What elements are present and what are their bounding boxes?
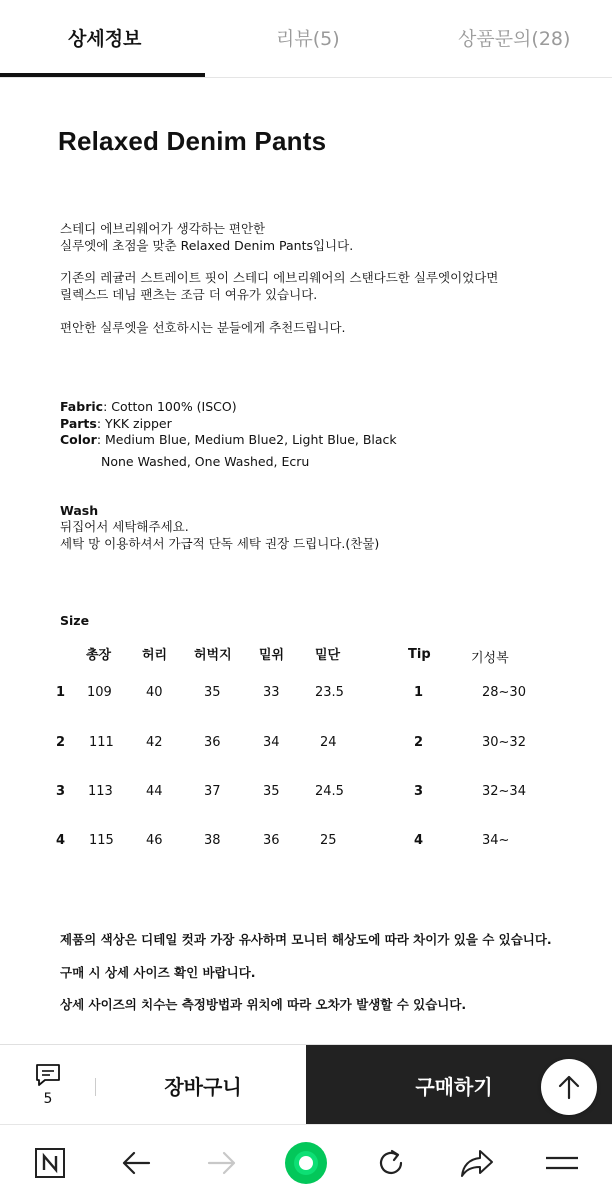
tip-size: 4 <box>414 833 424 848</box>
chat-icon <box>34 1063 62 1087</box>
size-cell: 34 <box>263 735 280 750</box>
spec-value: : Cotton 100% (ISCO) <box>103 399 237 414</box>
size-cell: 24 <box>320 735 337 750</box>
intro-line: 릴렉스드 데님 팬츠는 조금 더 여유가 있습니다. <box>60 287 318 302</box>
size-cell: 36 <box>263 833 280 848</box>
size-cell: 36 <box>204 735 221 750</box>
table-row <box>0 784 612 804</box>
back-button[interactable] <box>118 1145 154 1181</box>
tab-reviews[interactable]: 리뷰(5) <box>276 28 340 50</box>
spec-label: Parts <box>60 416 97 431</box>
arrow-left-icon <box>120 1149 152 1177</box>
forward-button[interactable] <box>204 1145 240 1181</box>
size-label: 1 <box>56 685 66 700</box>
size-header-cell: 밑단 <box>315 648 341 663</box>
tip-size: 1 <box>414 685 424 700</box>
table-row <box>0 735 612 755</box>
wash-line: 세탁 망 이용하셔서 가급적 단독 세탁 권장 드립니다.(찬물) <box>60 536 380 551</box>
size-label: 2 <box>56 735 66 750</box>
size-cell: 46 <box>146 833 163 848</box>
tip-col-header: 기성복 <box>471 651 509 666</box>
green-dot-icon <box>284 1141 328 1185</box>
menu-button[interactable] <box>544 1145 580 1181</box>
tab-inquiries[interactable]: 상품문의(28) <box>458 28 571 50</box>
spec-value: : Medium Blue, Medium Blue2, Light Blue, Black <box>96 432 397 447</box>
size-header-cell: 허리 <box>142 648 168 663</box>
arrow-up-icon <box>557 1074 581 1100</box>
intro-line: 기존의 레귤러 스트레이트 핏이 스테디 에브리웨어의 스탠다드한 실루엣이었다면 <box>60 270 499 285</box>
notice-line: 제품의 색상은 디테일 컷과 가장 유사하며 모니터 해상도에 따라 차이가 있을 수 있습니다. <box>60 932 552 947</box>
size-title: Size <box>60 613 90 628</box>
notice-line: 상세 사이즈의 치수는 측정방법과 위치에 따라 오차가 발생할 수 있습니다. <box>60 997 467 1012</box>
tip-value: 34~ <box>482 833 510 848</box>
refresh-icon <box>375 1147 407 1179</box>
size-cell: 115 <box>89 833 114 848</box>
divider <box>95 1078 96 1096</box>
share-button[interactable] <box>459 1145 495 1181</box>
buy-button-label: 구매하기 <box>415 1074 493 1099</box>
intro-line: 스테디 에브리웨어가 생각하는 편안한 <box>60 221 266 236</box>
notice-line: 구매 시 상세 사이즈 확인 바랍니다. <box>60 965 256 980</box>
hamburger-icon <box>545 1152 579 1174</box>
size-label: 3 <box>56 784 66 799</box>
size-header-cell: 허벅지 <box>194 648 232 663</box>
browser-nav-bar <box>0 1124 612 1200</box>
size-header-cell: 총장 <box>86 648 112 663</box>
active-tab-indicator <box>0 73 205 77</box>
spec-value: : YKK zipper <box>96 416 172 431</box>
tip-value: 32~34 <box>482 784 526 799</box>
spec-fabric <box>60 398 237 415</box>
talk-button[interactable] <box>28 1063 68 1109</box>
size-cell: 38 <box>204 833 221 848</box>
size-cell: 42 <box>146 735 163 750</box>
size-cell: 113 <box>88 784 113 799</box>
size-label: 4 <box>56 833 66 848</box>
arrow-right-icon <box>206 1149 238 1177</box>
share-icon <box>460 1148 494 1178</box>
table-row <box>0 833 612 853</box>
wash-line: 뒤집어서 세탁해주세요. <box>60 519 189 534</box>
size-table-header <box>0 644 612 664</box>
wash-title: Wash <box>60 503 99 518</box>
intro-line: 편안한 실루엣을 선호하시는 분들에게 추천드립니다. <box>60 320 346 335</box>
naver-logo-icon <box>34 1147 66 1179</box>
size-cell: 23.5 <box>315 685 344 700</box>
tip-header: Tip <box>408 647 431 662</box>
spec-parts <box>60 415 172 432</box>
tab-bar <box>0 0 612 78</box>
size-header-cell: 밑위 <box>259 648 285 663</box>
talk-count: 5 <box>43 1091 53 1107</box>
product-title: Relaxed Denim Pants <box>58 126 327 156</box>
tip-size: 2 <box>414 735 424 750</box>
product-detail-content <box>0 78 612 1044</box>
spec-label: Color <box>60 432 97 447</box>
spec-label: Fabric <box>60 399 104 414</box>
tip-value: 30~32 <box>482 735 526 750</box>
size-cell: 111 <box>89 735 114 750</box>
scroll-top-button[interactable] <box>541 1059 597 1115</box>
size-cell: 35 <box>263 784 280 799</box>
spec-color-continued: None Washed, One Washed, Ecru <box>101 454 310 469</box>
table-row <box>0 685 612 705</box>
green-dot-button[interactable] <box>284 1141 328 1185</box>
cart-button[interactable]: 장바구니 <box>164 1074 242 1099</box>
size-cell: 109 <box>87 685 112 700</box>
tab-details[interactable]: 상세정보 <box>68 28 142 50</box>
size-cell: 25 <box>320 833 337 848</box>
refresh-button[interactable] <box>373 1145 409 1181</box>
naver-home-button[interactable] <box>32 1145 68 1181</box>
purchase-bar <box>0 1044 612 1124</box>
tip-size: 3 <box>414 784 424 799</box>
size-cell: 33 <box>263 685 280 700</box>
size-cell: 35 <box>204 685 221 700</box>
spec-color <box>60 431 397 448</box>
size-cell: 24.5 <box>315 784 344 799</box>
size-cell: 40 <box>146 685 163 700</box>
tip-value: 28~30 <box>482 685 526 700</box>
size-cell: 37 <box>204 784 221 799</box>
intro-line: 실루엣에 초점을 맞춘 Relaxed Denim Pants입니다. <box>60 238 354 253</box>
size-cell: 44 <box>146 784 163 799</box>
